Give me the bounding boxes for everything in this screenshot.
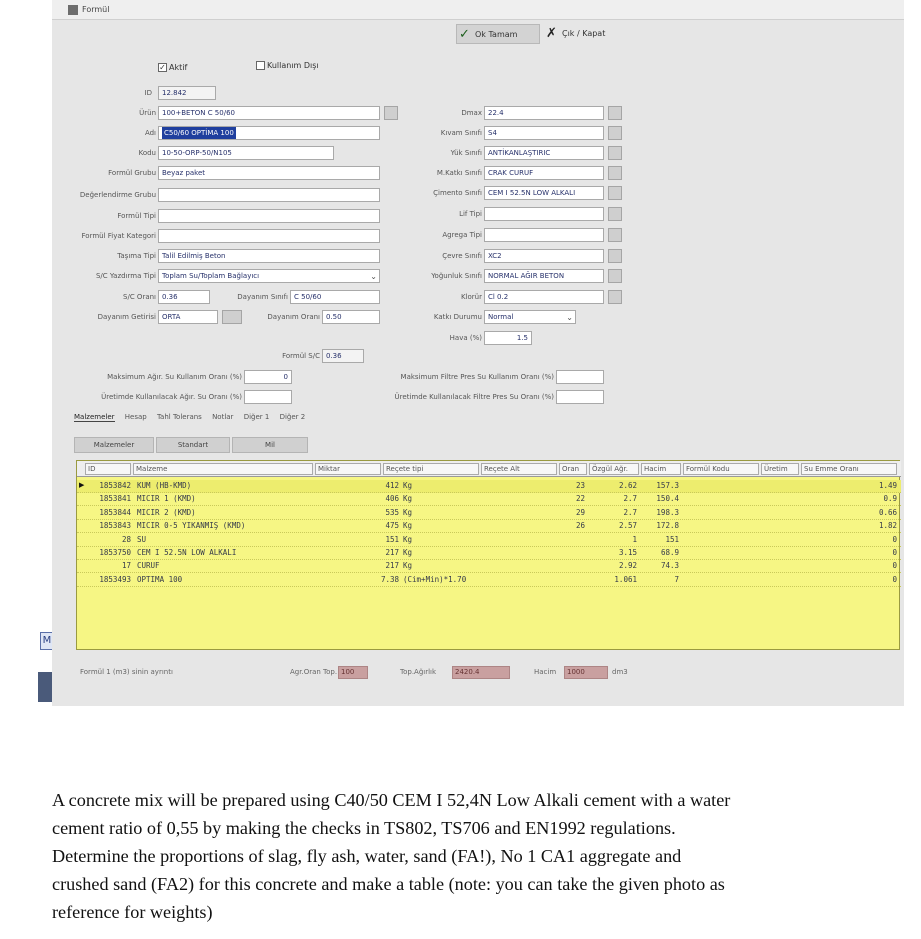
cell-ozgul: 2.57	[618, 521, 637, 531]
cell-birim: Kg	[403, 561, 413, 571]
mkatki-sinifi-lookup-button[interactable]	[608, 166, 622, 180]
close-icon: ✗	[546, 26, 557, 41]
lif-tipi-field[interactable]	[484, 207, 604, 221]
cell-hacim: 7	[674, 574, 679, 584]
dayanim-orani-label: Dayanım Oranı	[267, 313, 320, 321]
chevron-down-icon: ⌄	[370, 272, 377, 281]
cell-su-emme: 0.66	[878, 507, 897, 517]
cevre-sinifi-lookup-button[interactable]	[608, 249, 622, 263]
mkatki-sinifi-field[interactable]: CRAK CURUF	[484, 166, 604, 180]
table-row[interactable]	[77, 534, 901, 547]
cell-miktar: 151	[385, 534, 399, 544]
cell-id: 28	[121, 534, 131, 544]
table-row[interactable]	[77, 520, 901, 533]
cell-ozgul: 1.061	[614, 574, 637, 584]
cell-miktar: 406	[385, 494, 399, 504]
dayanim-sinifi-field[interactable]: C 50/60	[290, 290, 380, 304]
question-line: Determine the proportions of slag, fly ash, water, sand (FA!), No 1 CA1 aggregate and	[52, 846, 682, 866]
agrega-tipi-field[interactable]	[484, 228, 604, 242]
agr-oran-toplam-value: 100	[338, 666, 368, 679]
urun-field[interactable]: 100+BETON C 50/60	[158, 106, 380, 120]
tasima-tipi-label: Taşıma Tipi	[117, 252, 156, 260]
cell-birim: Kg	[403, 494, 413, 504]
cell-malzeme: SU	[137, 534, 147, 544]
col-miktar[interactable]: Miktar	[315, 463, 381, 475]
dayanim-getirisi-label: Dayanım Getirisi	[97, 313, 156, 321]
fiyat-kategori-label: Formül Fiyat Kategori	[81, 232, 156, 240]
tasima-tipi-field[interactable]: Talil Edilmiş Beton	[158, 249, 380, 263]
sc-yazdirma-tipi-label: S/C Yazdırma Tipi	[95, 272, 156, 280]
cell-su-emme: 1.82	[878, 521, 897, 531]
cell-oran: 26	[575, 521, 585, 531]
cell-miktar: 217	[385, 561, 399, 571]
sc-yazdirma-tipi-value: Toplam Su/Toplam Bağlayıcı	[162, 272, 260, 280]
max-filtre-pres-label: Maksimum Filtre Pres Su Kullanım Oranı (%)	[400, 373, 554, 381]
cell-malzeme: CURUF	[137, 561, 160, 571]
cell-id: 1853493	[99, 574, 131, 584]
cell-hacim: 157.3	[656, 481, 679, 490]
tab-diger-2[interactable]: Diğer 2	[279, 413, 306, 421]
checkmark-icon: ✓	[459, 27, 470, 42]
klorur-field[interactable]: Cl 0.2	[484, 290, 604, 304]
tab-diger-1[interactable]: Diğer 1	[243, 413, 270, 421]
dayanim-sinifi-label: Dayanım Sınıfı	[237, 293, 288, 301]
sc-orani-label: S/C Oranı	[123, 293, 156, 301]
table-row[interactable]	[77, 547, 901, 560]
table-row[interactable]	[77, 560, 901, 573]
kivam-sinifi-lookup-button[interactable]	[608, 126, 622, 140]
detail-tabs	[74, 413, 313, 427]
chevron-down-icon: ⌄	[566, 313, 573, 322]
cell-hacim: 68.9	[660, 548, 679, 557]
formul-grubu-field[interactable]: Beyaz paket	[158, 166, 380, 180]
cell-hacim: 198.3	[656, 507, 679, 517]
kullanim-disi-label: Kullanım Dışı	[267, 61, 319, 70]
cell-malzeme: MICIR 1 (KMD)	[137, 494, 196, 504]
cell-su-emme: 0.9	[883, 494, 897, 504]
yogunluk-sinifi-lookup-button[interactable]	[608, 269, 622, 283]
active-label: Aktif	[169, 63, 188, 72]
window-title: Formül	[82, 5, 110, 14]
table-row[interactable]	[77, 507, 901, 520]
col-oran[interactable]: Oran	[559, 463, 587, 475]
sc-orani-field[interactable]: 0.36	[158, 290, 210, 304]
cell-hacim: 151	[665, 534, 679, 544]
formul-tipi-label: Formül Tipi	[117, 212, 156, 220]
question-text	[52, 786, 904, 926]
dmax-lookup-button[interactable]	[608, 106, 622, 120]
cell-malzeme: CEM I 52.5N LOW ALKALI	[137, 548, 237, 557]
cell-malzeme: KUM (HB-KMD)	[137, 481, 192, 490]
adi-field[interactable]	[158, 126, 380, 140]
col-ozgul-agirlik[interactable]: Özgül Ağr.	[589, 463, 639, 475]
cell-oran: 29	[575, 507, 585, 517]
klorur-lookup-button[interactable]	[608, 290, 622, 304]
agrega-tipi-label: Agrega Tipi	[442, 231, 482, 239]
kivam-sinifi-field[interactable]: S4	[484, 126, 604, 140]
col-formul-kodu[interactable]: Formül Kodu	[683, 463, 759, 475]
max-agir-su-field[interactable]: 0	[244, 370, 292, 384]
hacim-unit: dm3	[612, 668, 628, 676]
formul-grubu-label: Formül Grubu	[108, 169, 156, 177]
formul-sc-label: Formül S/C	[282, 352, 320, 360]
cell-id: 1853841	[99, 494, 131, 504]
katki-durumu-select[interactable]	[484, 310, 576, 324]
top-agirlik-label: Top.Ağırlık	[400, 668, 437, 676]
cell-birim: (Cim+Min)*1.70	[403, 574, 467, 584]
klorur-label: Klorür	[460, 293, 482, 301]
cell-su-emme: 0	[892, 534, 897, 544]
cell-ozgul: 2.62	[618, 481, 637, 490]
id-label: ID	[144, 89, 152, 97]
katki-durumu-value: Normal	[488, 313, 514, 321]
cevre-sinifi-label: Çevre Sınıfı	[442, 252, 482, 260]
kullanim-disi-checkbox-box	[256, 61, 265, 70]
subtab-mil[interactable]: Mil	[232, 437, 308, 453]
cell-birim: Kg	[403, 481, 413, 490]
formula-window	[52, 0, 904, 706]
hava-label: Hava (%)	[449, 334, 482, 342]
cell-id: 1853843	[99, 521, 131, 531]
kodu-label: Kodu	[138, 149, 156, 157]
agr-oran-toplam-label: Agr.Oran Top.	[290, 668, 338, 676]
subtab-standart[interactable]: Standart	[156, 437, 230, 453]
cell-hacim: 74.3	[660, 561, 679, 571]
cell-birim: Kg	[403, 534, 413, 544]
cell-hacim: 172.8	[656, 521, 679, 531]
lif-tipi-lookup-button[interactable]	[608, 207, 622, 221]
cell-id: 17	[121, 561, 131, 571]
adi-label: Adı	[144, 129, 156, 137]
taskbar-app-icon[interactable]: M	[40, 632, 54, 650]
formul-tipi-field[interactable]	[158, 209, 380, 223]
cell-malzeme: OPTIMA 100	[137, 574, 183, 584]
table-row[interactable]	[77, 493, 901, 506]
subtab-malzemeler[interactable]: Malzemeler	[74, 437, 154, 453]
save-button-label: Ok Tamam	[475, 30, 518, 39]
cell-su-emme: 0	[892, 574, 897, 584]
uretimde-agir-su-label: Üretimde Kullanılacak Ağır. Su Oranı (%)	[101, 393, 242, 401]
cell-miktar: 535	[385, 507, 399, 517]
cell-id: 1853750	[99, 548, 131, 557]
tab-notlar[interactable]: Notlar	[212, 413, 234, 421]
cell-id: 1853844	[99, 507, 131, 517]
yuk-sinifi-label: Yük Sınıfı	[450, 149, 482, 157]
formul-detay-label: Formül 1 (m3) sinin ayrıntı	[80, 668, 173, 676]
formul-sc-field: 0.36	[322, 349, 364, 363]
adi-selected-text: C50/60 OPTİMA 100	[164, 129, 234, 137]
cell-oran: 22	[575, 494, 585, 504]
sc-yazdirma-tipi-select[interactable]	[158, 269, 380, 283]
uretimde-filtre-pres-label: Üretimde Kullanılacak Filtre Pres Su Oranı (%)	[394, 393, 554, 401]
mkatki-sinifi-label: M.Katkı Sınıfı	[436, 169, 482, 177]
active-checkbox[interactable]	[158, 63, 187, 72]
window-icon	[68, 5, 78, 15]
id-field: 12.842	[158, 86, 216, 100]
cell-ozgul: 2.92	[618, 561, 637, 571]
hava-field[interactable]: 1.5	[484, 331, 532, 345]
agrega-tipi-lookup-button[interactable]	[608, 228, 622, 242]
top-agirlik-value: 2420.4	[452, 666, 510, 679]
hacim-label: Hacim	[534, 668, 557, 676]
cell-su-emme: 0	[892, 548, 897, 557]
lif-tipi-label: Lif Tipi	[459, 210, 482, 218]
dayanim-getirisi-field[interactable]: ORTA	[158, 310, 218, 324]
table-row[interactable]	[77, 480, 901, 493]
col-recete-alt[interactable]: Reçete Alt	[481, 463, 557, 475]
cell-ozgul: 3.15	[618, 548, 637, 557]
kodu-field[interactable]: 10-50-ORP-50/N105	[158, 146, 334, 160]
yogunluk-sinifi-label: Yoğunluk Sınıfı	[431, 272, 482, 280]
max-filtre-pres-field[interactable]	[556, 370, 604, 384]
active-checkbox-box: ✓	[159, 63, 166, 72]
cevre-sinifi-field[interactable]: XC2	[484, 249, 604, 263]
fiyat-kategori-field[interactable]	[158, 229, 380, 243]
dayanim-orani-field[interactable]: 0.50	[322, 310, 380, 324]
materials-grid	[76, 460, 900, 650]
col-id[interactable]: ID	[85, 463, 131, 475]
cell-id: 1853842	[99, 481, 131, 490]
table-row[interactable]	[77, 574, 901, 587]
grid-header	[77, 461, 901, 477]
degerlendirme-grubu-field[interactable]	[158, 188, 380, 202]
cell-birim: Kg	[403, 521, 413, 531]
cell-birim: Kg	[403, 507, 413, 517]
yuk-sinifi-field[interactable]: ANTİKANLAŞTIRIC	[484, 146, 604, 160]
dmax-label: Dmax	[461, 109, 482, 117]
katki-durumu-label: Katkı Durumu	[433, 313, 482, 321]
cell-miktar: 475	[385, 521, 399, 531]
question-line: crushed sand (FA2) for this concrete and make a table (note: you can take the given photo as	[52, 874, 725, 894]
row-pointer-icon: ▶	[79, 481, 85, 489]
cell-ozgul: 2.7	[623, 507, 637, 517]
save-button[interactable]	[456, 24, 540, 44]
cell-ozgul: 2.7	[623, 494, 637, 504]
cell-birim: Kg	[403, 548, 413, 557]
screen-left-edge	[0, 0, 52, 706]
kivam-sinifi-label: Kıvam Sınıfı	[440, 129, 482, 137]
kullanim-disi-checkbox[interactable]	[256, 61, 319, 70]
yogunluk-sinifi-field[interactable]: NORMAL AĞIR BETON	[484, 269, 604, 283]
col-uretim[interactable]: Üretim	[761, 463, 799, 475]
cell-malzeme: MICIR 2 (KMD)	[137, 507, 196, 517]
yuk-sinifi-lookup-button[interactable]	[608, 146, 622, 160]
cell-miktar: 217	[385, 548, 399, 557]
dayanim-getirisi-lookup[interactable]	[222, 310, 242, 324]
status-bar	[76, 660, 900, 686]
tab-malzemeler[interactable]: Malzemeler	[74, 413, 115, 421]
cell-hacim: 150.4	[656, 494, 679, 504]
urun-label: Ürün	[139, 109, 156, 117]
hacim-value: 1000	[564, 666, 608, 679]
max-agir-su-label: Maksimum Ağır. Su Kullanım Oranı (%)	[107, 373, 242, 381]
cimento-sinifi-label: Çimento Sınıfı	[433, 189, 482, 197]
tab-hesap[interactable]: Hesap	[124, 413, 147, 421]
cell-su-emme: 0	[892, 561, 897, 571]
dmax-field[interactable]: 22.4	[484, 106, 604, 120]
cimento-sinifi-field[interactable]: CEM I 52.5N LOW ALKALI	[484, 186, 604, 200]
cell-miktar: 412	[385, 481, 399, 490]
tab-tahl-tolerans[interactable]: Tahl Tolerans	[156, 413, 202, 421]
col-malzeme[interactable]: Malzeme	[133, 463, 313, 475]
cell-ozgul: 1	[632, 534, 637, 544]
question-line: cement ratio of 0,55 by making the checks in TS802, TS706 and EN1992 regulations.	[52, 818, 676, 838]
cell-miktar: 7.38	[380, 574, 399, 584]
cell-malzeme: MICIR 0-5 YIKANMIŞ (KMD)	[137, 521, 246, 531]
question-line: A concrete mix will be prepared using C40/50 CEM I 52,4N Low Alkali cement with a water	[52, 790, 731, 810]
window-titlebar	[52, 0, 904, 20]
col-recete-tipi[interactable]: Reçete tipi	[383, 463, 479, 475]
cimento-sinifi-lookup-button[interactable]	[608, 186, 622, 200]
cell-oran: 23	[575, 481, 585, 490]
cancel-button[interactable]	[544, 24, 634, 44]
col-hacim[interactable]: Hacim	[641, 463, 681, 475]
uretimde-filtre-pres-field[interactable]	[556, 390, 604, 404]
degerlendirme-grubu-label: Değerlendirme Grubu	[79, 191, 156, 199]
cell-su-emme: 1.49	[878, 481, 897, 490]
question-line: reference for weights)	[52, 902, 213, 922]
uretimde-agir-su-field[interactable]	[244, 390, 292, 404]
col-su-emme-orani[interactable]: Su Emme Oranı	[801, 463, 897, 475]
cancel-button-label: Çık / Kapat	[562, 29, 606, 38]
